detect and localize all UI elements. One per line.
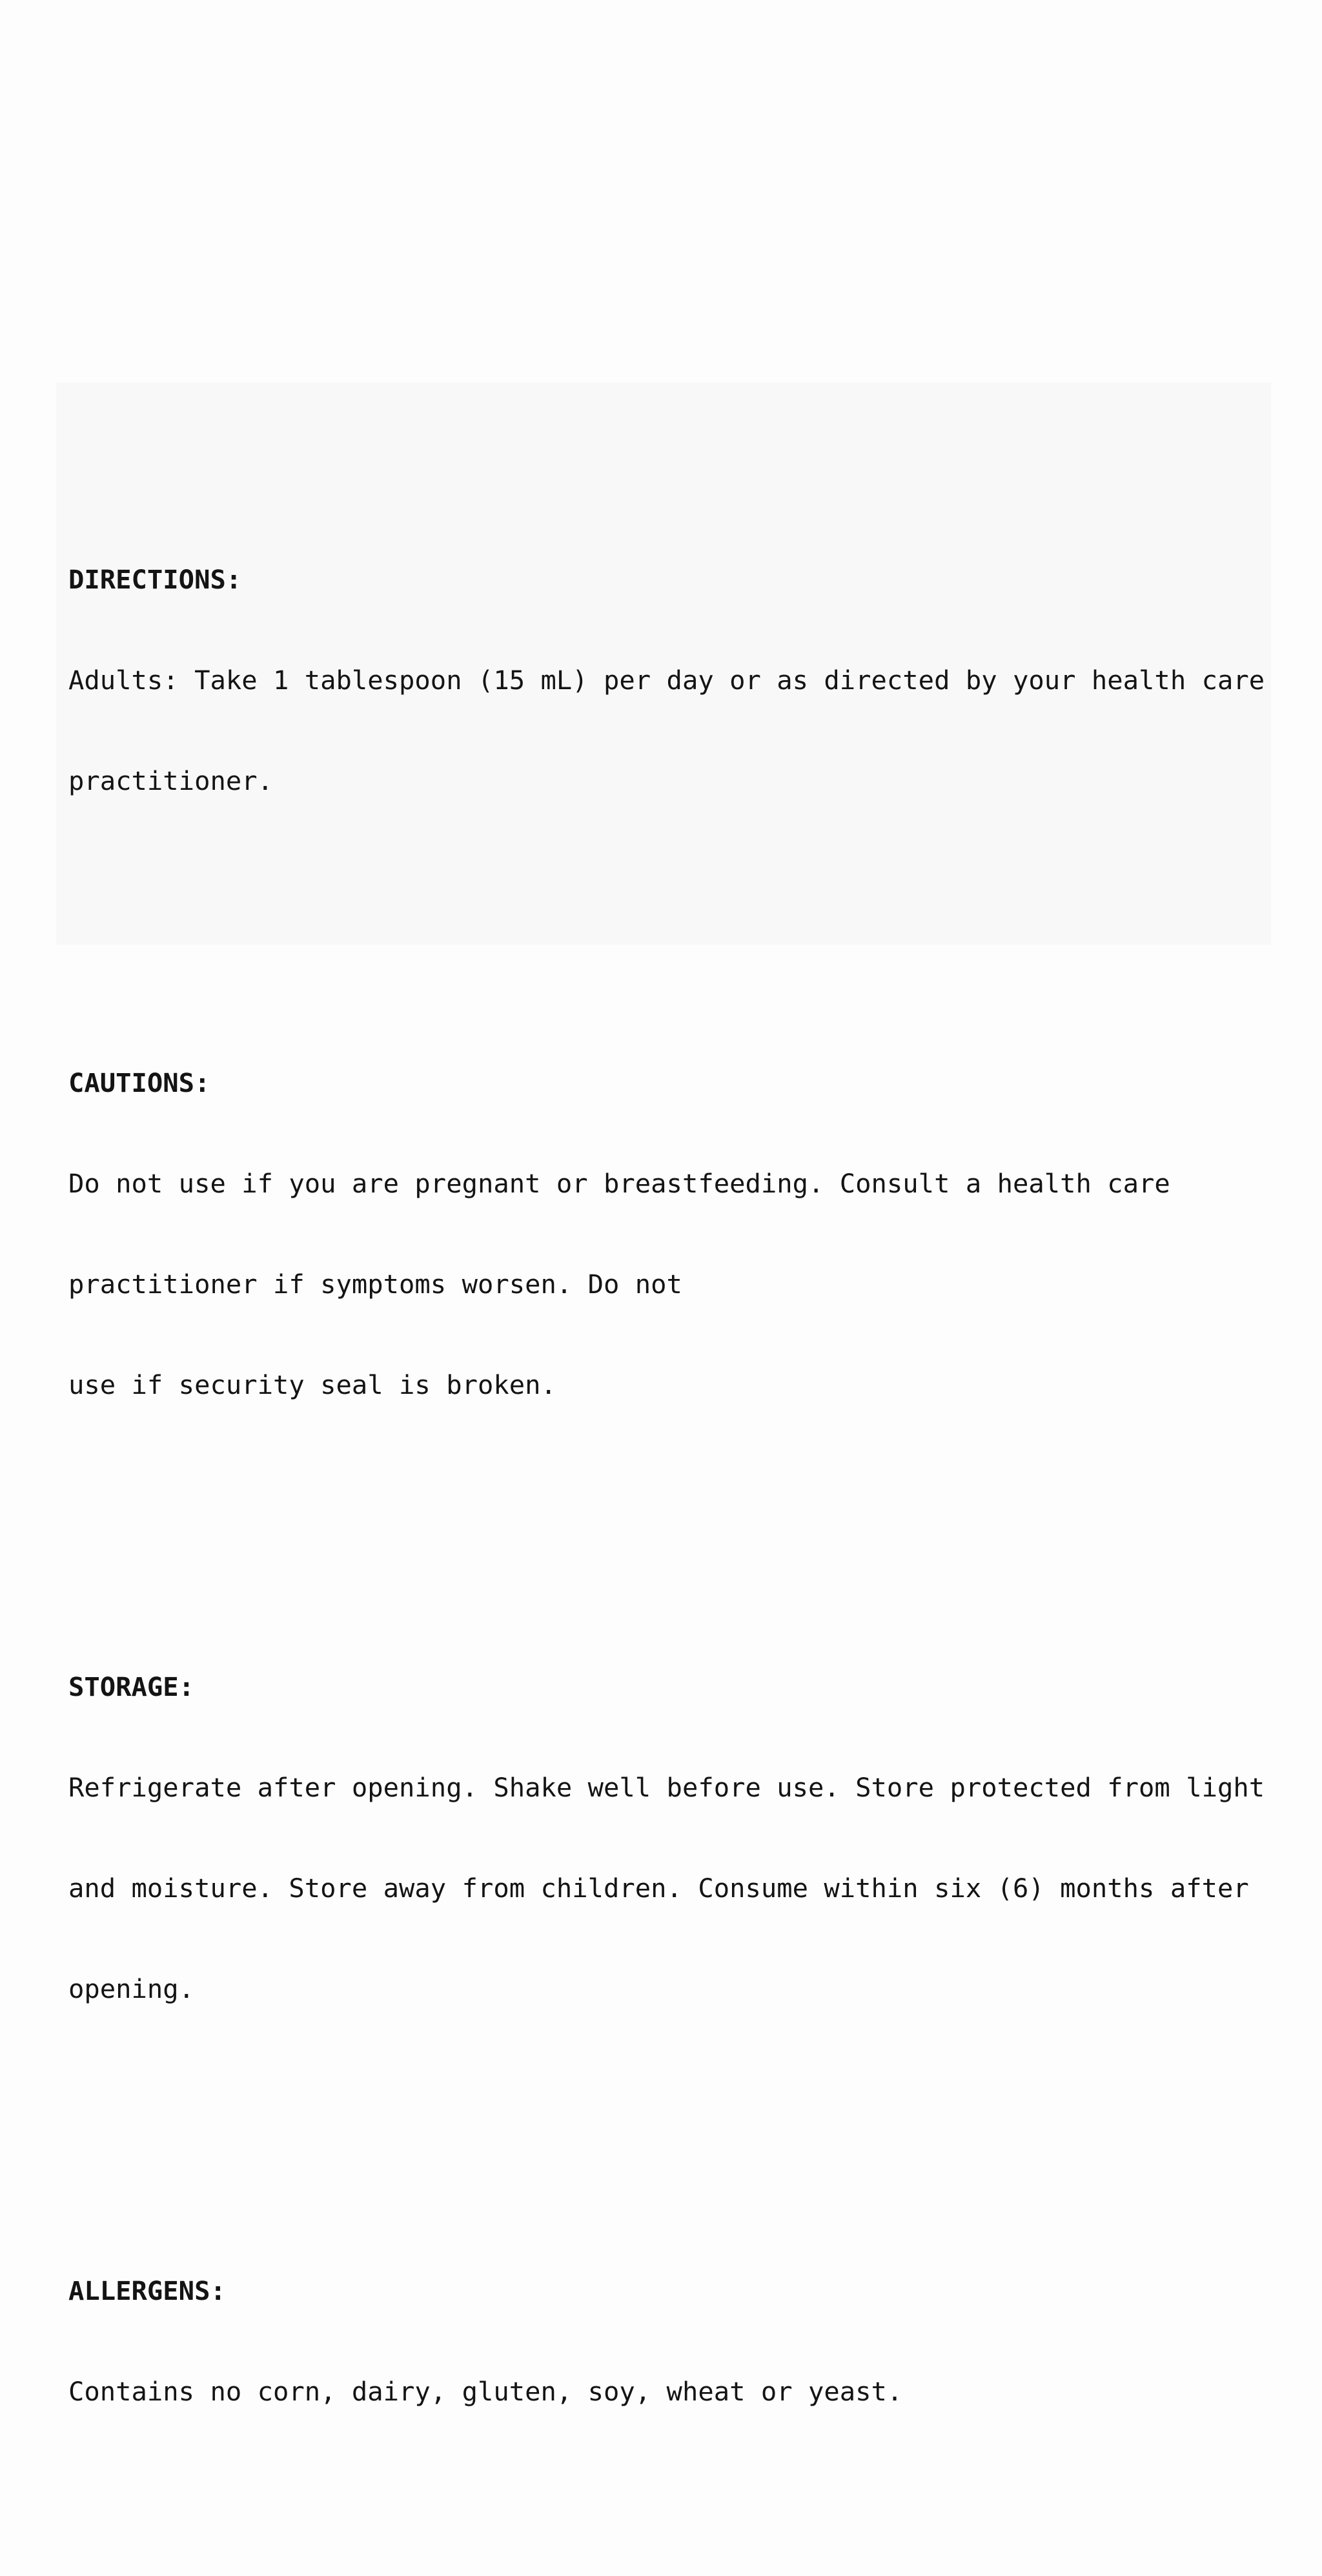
directions-section: [68, 496, 1282, 865]
cautions-heading: CAUTIONS:: [68, 1067, 210, 1098]
directions-line: practitioner.: [68, 765, 273, 796]
directions-line: Adults: Take 1 tablespoon (15 mL) per day or as directed by your health care: [68, 665, 1265, 696]
label-content: [68, 395, 1282, 2576]
storage-line: and moisture. Store away from children. Consume within six (6) months after: [68, 1873, 1249, 1904]
cautions-line: practitioner if symptoms worsen. Do not: [68, 1269, 682, 1300]
cautions-section: [68, 999, 1282, 1469]
storage-heading: STORAGE:: [68, 1671, 195, 1702]
directions-heading: DIRECTIONS:: [68, 564, 242, 595]
allergens-section: [68, 2207, 1282, 2475]
allergens-line: Contains no corn, dairy, gluten, soy, wheat or yeast.: [68, 2376, 903, 2407]
cautions-line: use if security seal is broken.: [68, 1369, 556, 1400]
storage-line: Refrigerate after opening. Shake well before use. Store protected from light: [68, 1772, 1265, 1803]
storage-section: [68, 1603, 1282, 2073]
allergens-heading: ALLERGENS:: [68, 2275, 226, 2306]
storage-line: opening.: [68, 1973, 195, 2004]
cautions-line: Do not use if you are pregnant or breastfeeding. Consult a health care: [68, 1168, 1170, 1199]
